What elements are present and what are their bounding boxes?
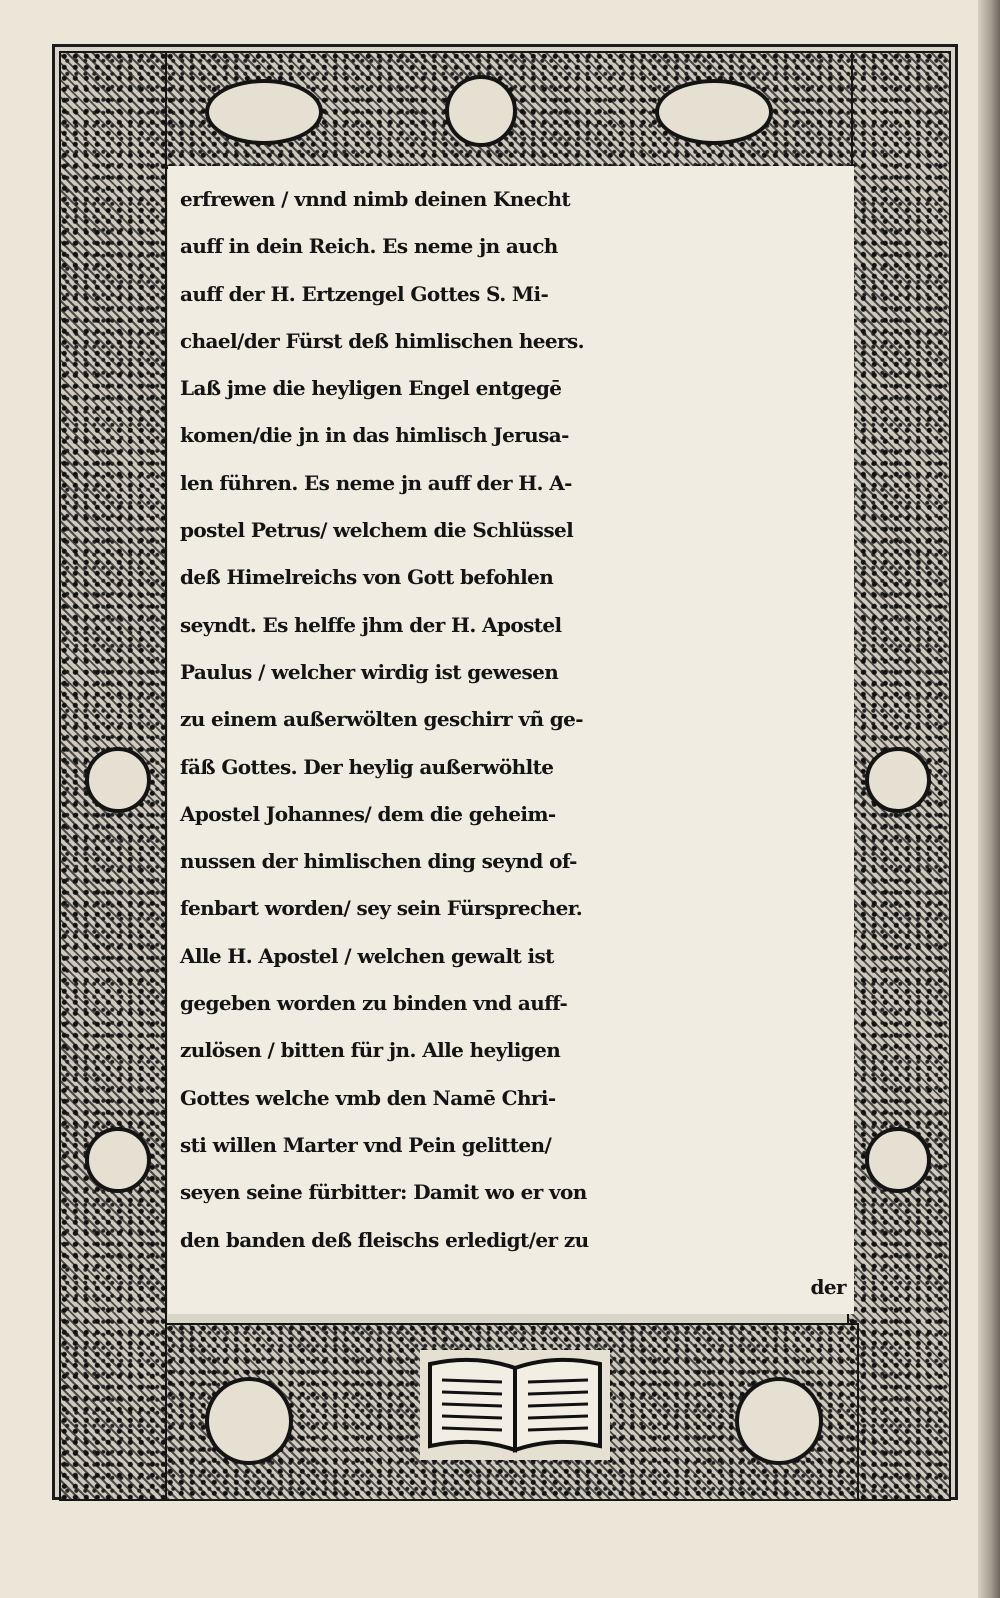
text-line: zulösen / bitten für jn. Alle heyligen — [180, 1038, 561, 1063]
catchword: der — [810, 1274, 846, 1299]
text-line: sti willen Marter vnd Pein gelitten/ — [180, 1132, 552, 1157]
text-column — [180, 176, 848, 1311]
left-scroll-ornament — [85, 1127, 151, 1193]
page-edge — [978, 0, 1000, 1598]
text-line: postel Petrus/ welchem die Schlüssel — [180, 518, 574, 543]
text-line: komen/die jn in das himlisch Jerusa- — [180, 423, 569, 448]
text-line: Apostel Johannes/ dem die geheim- — [180, 801, 556, 826]
text-line: fenbart worden/ sey sein Fürsprecher. — [180, 896, 583, 921]
text-line: len führen. Es neme jn auff der H. A- — [180, 470, 572, 495]
text-line: Gottes welche vmb den Namē Chri- — [180, 1085, 556, 1110]
text-line: Laß jme die heyligen Engel entgegē — [180, 376, 562, 401]
text-line: erfrewen / vnnd nimb deinen Knecht — [180, 187, 571, 211]
open-book-icon — [420, 1350, 610, 1460]
bottom-left-scroll-ornament — [205, 1377, 293, 1465]
text-line: seyndt. Es helffe jhm der H. Apostel — [180, 612, 562, 637]
text-line: seyen seine fürbitter: Damit wo er von — [180, 1180, 587, 1205]
right-scroll-ornament — [865, 1127, 931, 1193]
left-scroll-ornament — [85, 747, 151, 813]
text-line: chael/der Fürst deß himlischen heers. — [180, 328, 585, 353]
text-line: gegeben worden zu binden vnd auff- — [180, 991, 568, 1016]
text-line: fäß Gottes. Der heylig außerwöhlte — [180, 754, 554, 779]
text-line: auff der H. Ertzengel Gottes S. Mi- — [180, 281, 549, 306]
text-line: auff in dein Reich. Es neme jn auch — [180, 234, 558, 259]
top-rosette-ornament — [445, 75, 517, 147]
text-line: nussen der himlischen ding seynd of- — [180, 849, 577, 874]
text-line: den banden deß fleischs erledigt/er zu — [180, 1227, 589, 1252]
text-line: zu einem außerwölten geschirr vñ ge- — [180, 707, 584, 732]
text-line: Alle H. Apostel / welchen gewalt ist — [180, 943, 554, 968]
top-right-ornament — [655, 79, 773, 145]
top-left-ornament — [205, 79, 323, 145]
text-line: Paulus / welcher wirdig ist gewesen — [180, 659, 559, 684]
right-scroll-ornament — [865, 747, 931, 813]
text-line: deß Himelreichs von Gott befohlen — [180, 565, 554, 590]
bottom-right-scroll-ornament — [735, 1377, 823, 1465]
